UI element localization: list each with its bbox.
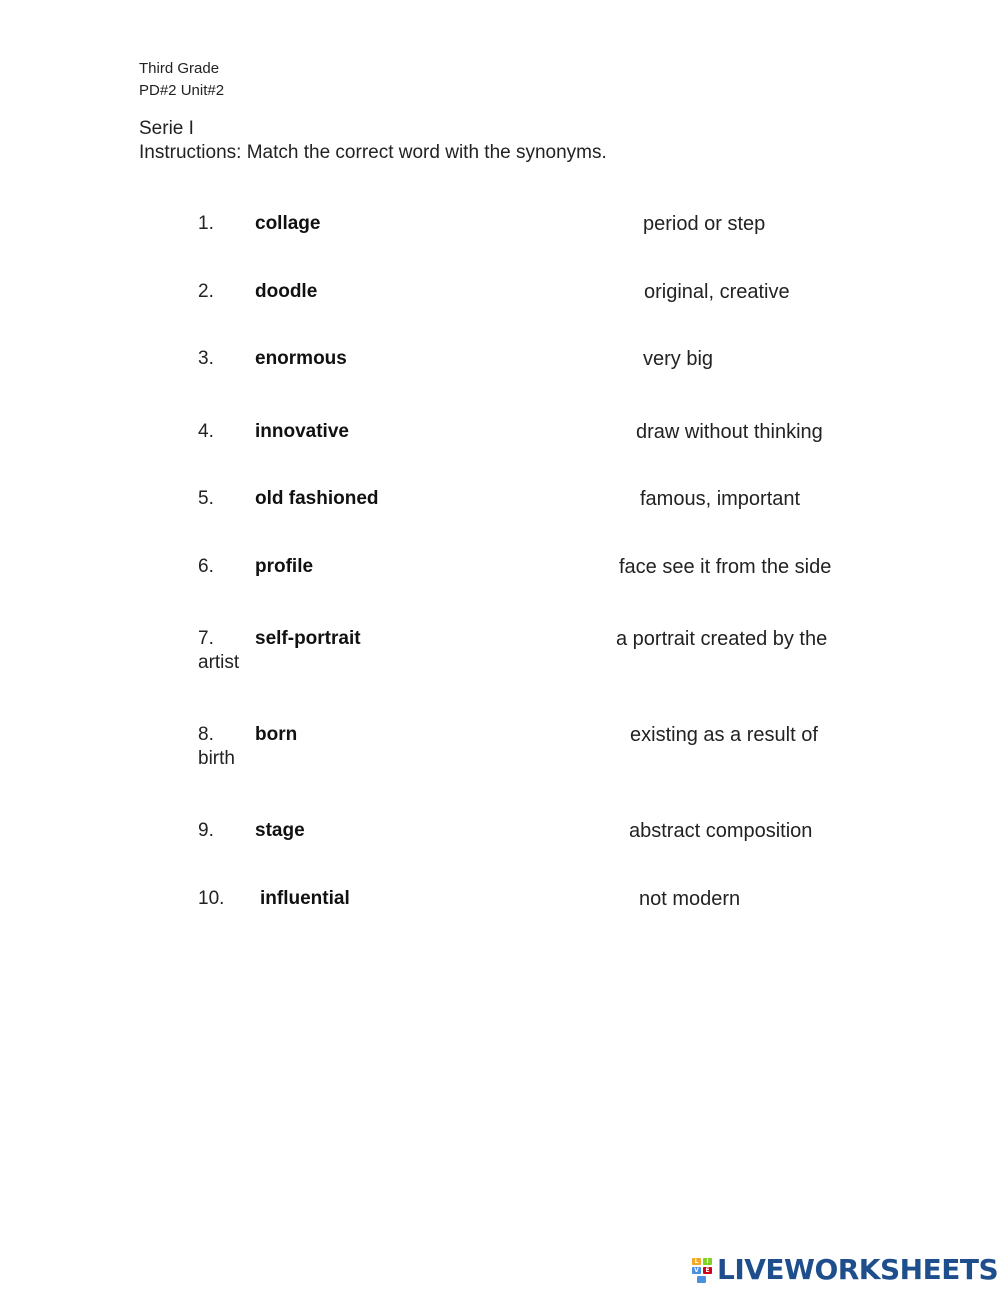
item-number: 10. (198, 888, 225, 909)
item-number: 4. (198, 421, 214, 442)
item-word: born (255, 724, 298, 745)
item-synonym: period or step (643, 213, 766, 235)
item-word: old fashioned (255, 488, 379, 509)
item-number: 9. (198, 820, 214, 841)
item-word: enormous (255, 348, 347, 369)
item-word: stage (255, 820, 305, 841)
item-word: profile (255, 556, 314, 577)
item-synonym: abstract composition (629, 820, 813, 842)
item-number: 6. (198, 556, 214, 577)
liveworksheets-logo (692, 1253, 998, 1286)
instructions: Instructions: Match the correct word with the synonyms. (139, 142, 607, 163)
item-synonym: face see it from the side (619, 556, 832, 578)
item-synonym: draw without thinking (636, 421, 823, 443)
item-word: innovative (255, 421, 349, 442)
item-number: 7. (198, 628, 214, 649)
item-number: 3. (198, 348, 214, 369)
item-word: doodle (255, 281, 318, 302)
liveworksheets-logo-text: LIVEWORKSHEETS (717, 1253, 999, 1286)
item-number: 1. (198, 213, 214, 234)
grade-label: Third Grade (139, 60, 220, 77)
item-synonym: very big (643, 348, 714, 370)
section-title: Serie I (139, 118, 194, 139)
item-word: influential (260, 888, 350, 909)
item-word: collage (255, 213, 321, 234)
item-synonym-continued: artist (198, 652, 240, 673)
item-number: 2. (198, 281, 214, 302)
item-synonym: not modern (639, 888, 741, 910)
item-synonym: existing as a result of (630, 724, 818, 746)
unit-label: PD#2 Unit#2 (139, 82, 225, 99)
item-word: self-portrait (255, 628, 361, 649)
item-number: 5. (198, 488, 214, 509)
liveworksheets-logo-icon: L I V E (692, 1257, 714, 1283)
item-synonym: famous, important (640, 488, 801, 510)
item-synonym: a portrait created by the (616, 628, 828, 650)
item-synonym: original, creative (644, 281, 790, 303)
item-synonym-continued: birth (198, 748, 235, 769)
item-number: 8. (198, 724, 214, 745)
